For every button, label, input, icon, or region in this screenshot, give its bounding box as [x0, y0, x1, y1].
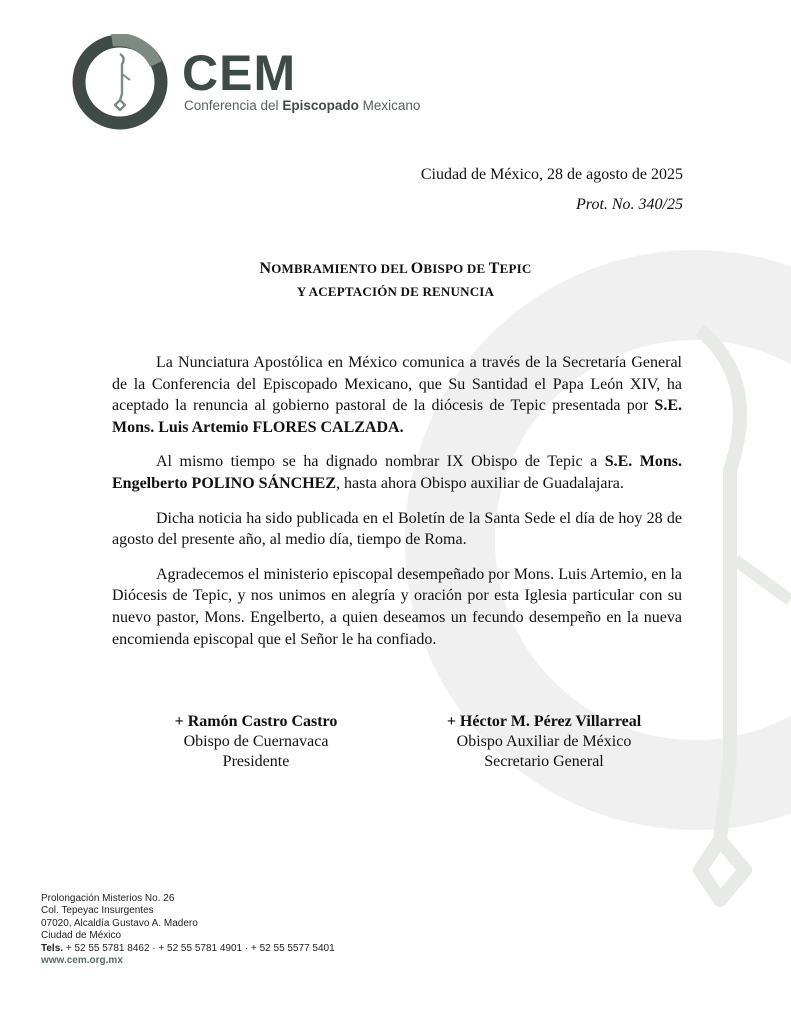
protocol-number: Prot. No. 340/25 [576, 196, 683, 213]
body-paragraph [112, 564, 682, 650]
paragraph-text: Dicha noticia ha sido publicada en el Boletín de la Santa Sede el día de hoy 28 de agosto del presente año, al medio día, tiempo de Roma. [112, 509, 682, 549]
phones-numbers: + 52 55 5781 8462 · + 52 55 5781 4901 · + 52 55 5577 5401 [63, 942, 335, 954]
signatory-title: Obispo de Cuernavaca [183, 733, 329, 750]
logo-subtitle-bold: Episcopado [282, 98, 359, 113]
paragraph-bold: S.E. Mons. Engelberto POLINO SÁNCHEZ [112, 453, 682, 492]
paragraph-text: Al mismo tiempo se ha dignado nombrar IX Obispo de Tepic a [156, 453, 605, 471]
title-rest: BISPO DE [423, 261, 489, 276]
title-cap: N [259, 260, 272, 277]
phones-label: Tels. [41, 942, 64, 954]
signatory-name: + Ramón Castro Castro [174, 713, 338, 730]
signatory-role: Secretario General [484, 753, 604, 770]
logo-subtitle-prefix: Conferencia del [184, 98, 283, 113]
cem-logo-icon [72, 34, 168, 130]
footer-address-line: Ciudad de México [41, 930, 122, 942]
signatory-title: Obispo Auxiliar de México [456, 733, 632, 750]
logo-subtitle [184, 98, 420, 113]
title-rest: EPIC [499, 261, 532, 276]
signatory-name: + Héctor M. Pérez Villarreal [446, 713, 642, 730]
signatory-role: Presidente [222, 753, 290, 770]
letter-body [112, 352, 682, 663]
document-title-line-2: Y ACEPTACIÓN DE RENUNCIA [296, 284, 495, 299]
place-and-date: Ciudad de México, 28 de agosto de 2025 [420, 166, 683, 183]
logo-subtitle-suffix: Mexicano [358, 98, 421, 113]
paragraph-after: , hasta ahora Obispo auxiliar de Guadalajara. [336, 474, 624, 492]
logo-wordmark: CEM [182, 45, 297, 101]
title-rest: OMBRAMIENTO DEL [271, 261, 411, 276]
signature-block-secretary [424, 712, 664, 772]
body-paragraph [112, 508, 682, 551]
website-link[interactable]: www.cem.org.mx [41, 955, 123, 967]
footer-contact [41, 893, 335, 967]
paragraph-text: Agradecemos el ministerio episcopal desempeñado por Mons. Luis Artemio, en la Diócesis de Tepic, y nos unimos en alegría y oración por esta Iglesia particular con su nuevo pastor, Mons. Engelberto, a quien deseamos un fecundo desempeño en la nueva encomienda episcopal que el Señor le ha confiado. [112, 565, 682, 648]
signature-block-president [136, 712, 376, 772]
title-cap: O [410, 260, 424, 277]
body-paragraph [112, 451, 682, 494]
footer-address-line: Prolongación Misterios No. 26 [41, 893, 175, 904]
title-cap: T [488, 260, 500, 277]
footer-phones [41, 943, 335, 955]
paragraph-bold: S.E. Mons. Luis Artemio FLORES CALZADA. [112, 397, 682, 436]
footer-address-line: Col. Tepeyac Insurgentes [41, 905, 154, 917]
paragraph-text: La Nunciatura Apostólica en México comunica a través de la Secretaría General de la Conferencia del Episcopado Mexicano, que Su Santidad el Papa León XIV, ha aceptado la renuncia al gobierno pastoral de la diócesis de Tepic presentada por [112, 354, 682, 415]
document-title-line-1 [0, 260, 791, 278]
body-paragraph [112, 352, 682, 438]
footer-address-line: 07020, Alcaldía Gustavo A. Madero [41, 917, 198, 929]
